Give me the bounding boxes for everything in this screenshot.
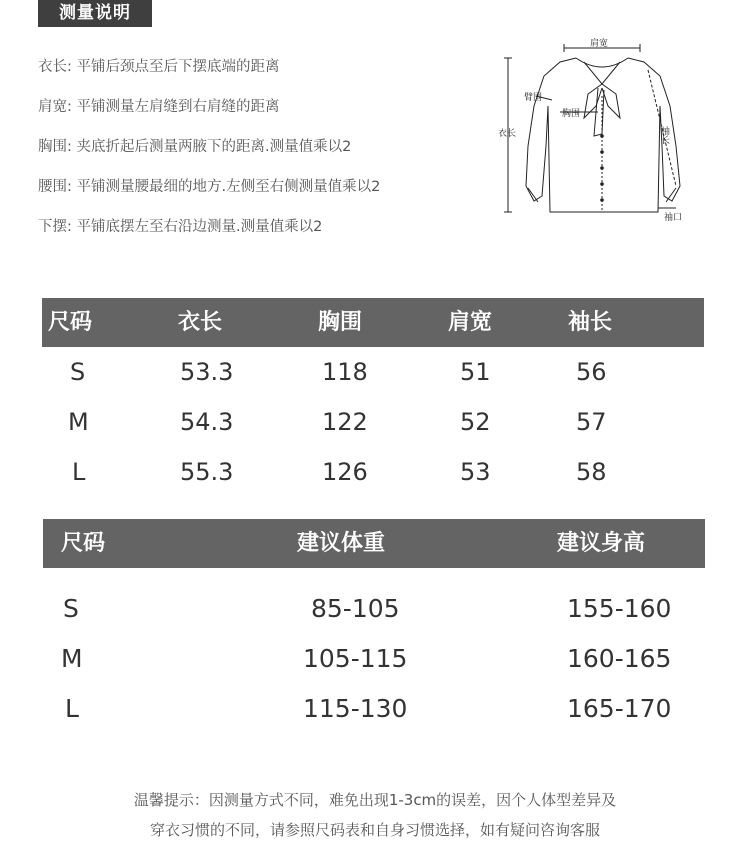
cell-size: M bbox=[61, 644, 83, 673]
header-size: 尺码 bbox=[61, 531, 106, 556]
cell-sleeve: 58 bbox=[576, 458, 607, 486]
cell-sleeve: 56 bbox=[576, 358, 607, 386]
cell-height: 155-160 bbox=[567, 594, 672, 623]
table-row bbox=[42, 347, 704, 397]
header-size: 尺码 bbox=[48, 310, 93, 335]
footer-note-line-2: 穿衣习惯的不同，请参照尺码表和自身习惯选择，如有疑问咨询客服 bbox=[149, 821, 600, 839]
instruction-length: 衣长: 平铺后颈点至后下摆底端的距离 bbox=[38, 59, 280, 75]
instruction-shoulder: 肩宽: 平铺测量左肩缝到右肩缝的距离 bbox=[38, 99, 280, 115]
label-sleeve: 袖长 bbox=[659, 126, 669, 144]
footer-note-line-1: 温馨提示：因测量方式不同，难免出现1-3cm的误差，因个人体型差异及 bbox=[133, 791, 617, 809]
label-length: 衣长 bbox=[498, 129, 517, 139]
instruction-chest: 胸围: 夹底折起后测量两腋下的距离.测量值乘以2 bbox=[38, 139, 352, 155]
blouse-measurement-diagram bbox=[498, 36, 698, 236]
instruction-waist: 腰围: 平铺测量腰最细的地方.左侧至右侧测量值乘以2 bbox=[38, 179, 381, 195]
size-chart-table bbox=[42, 298, 704, 497]
cell-height: 165-170 bbox=[567, 694, 672, 723]
cell-shoulder: 53 bbox=[460, 458, 491, 486]
instruction-hem: 下摆: 平铺底摆左至右沿边测量.测量值乘以2 bbox=[38, 219, 323, 235]
header-length: 衣长 bbox=[178, 310, 223, 335]
cell-chest: 126 bbox=[322, 458, 368, 486]
header-sleeve: 袖长 bbox=[568, 310, 613, 335]
cell-shoulder: 52 bbox=[460, 408, 491, 436]
cell-length: 54.3 bbox=[180, 408, 234, 436]
cell-size: L bbox=[72, 458, 86, 486]
header-shoulder: 肩宽 bbox=[448, 310, 493, 335]
measurement-instructions bbox=[38, 55, 498, 255]
cell-shoulder: 51 bbox=[460, 358, 491, 386]
table-row bbox=[42, 397, 704, 447]
cell-size: M bbox=[68, 408, 89, 436]
cell-sleeve: 57 bbox=[576, 408, 607, 436]
table-row bbox=[43, 584, 705, 634]
label-chest: 胸围 bbox=[562, 109, 581, 119]
cell-weight: 105-115 bbox=[303, 644, 408, 673]
table-row bbox=[43, 634, 705, 684]
table-row bbox=[42, 447, 704, 497]
cell-size: L bbox=[65, 694, 79, 723]
cell-length: 53.3 bbox=[180, 358, 234, 386]
table-row bbox=[43, 684, 705, 734]
cell-chest: 118 bbox=[322, 358, 368, 386]
fit-table-header bbox=[43, 519, 705, 568]
section-title: 测量说明 bbox=[38, 0, 152, 27]
label-arm: 臂围 bbox=[524, 93, 543, 103]
cell-weight: 85-105 bbox=[311, 594, 400, 623]
label-cuff: 袖口 bbox=[664, 213, 683, 223]
cell-weight: 115-130 bbox=[303, 694, 408, 723]
header-chest: 胸围 bbox=[318, 310, 363, 335]
cell-size: S bbox=[63, 594, 79, 623]
cell-length: 55.3 bbox=[180, 458, 234, 486]
cell-size: S bbox=[70, 358, 86, 386]
header-weight: 建议体重 bbox=[297, 531, 386, 556]
header-height: 建议身高 bbox=[557, 531, 646, 556]
size-chart-header bbox=[42, 298, 704, 347]
cell-height: 160-165 bbox=[567, 644, 672, 673]
fit-recommendation-table bbox=[43, 519, 705, 734]
cell-chest: 122 bbox=[322, 408, 368, 436]
label-shoulder: 肩宽 bbox=[590, 39, 609, 49]
